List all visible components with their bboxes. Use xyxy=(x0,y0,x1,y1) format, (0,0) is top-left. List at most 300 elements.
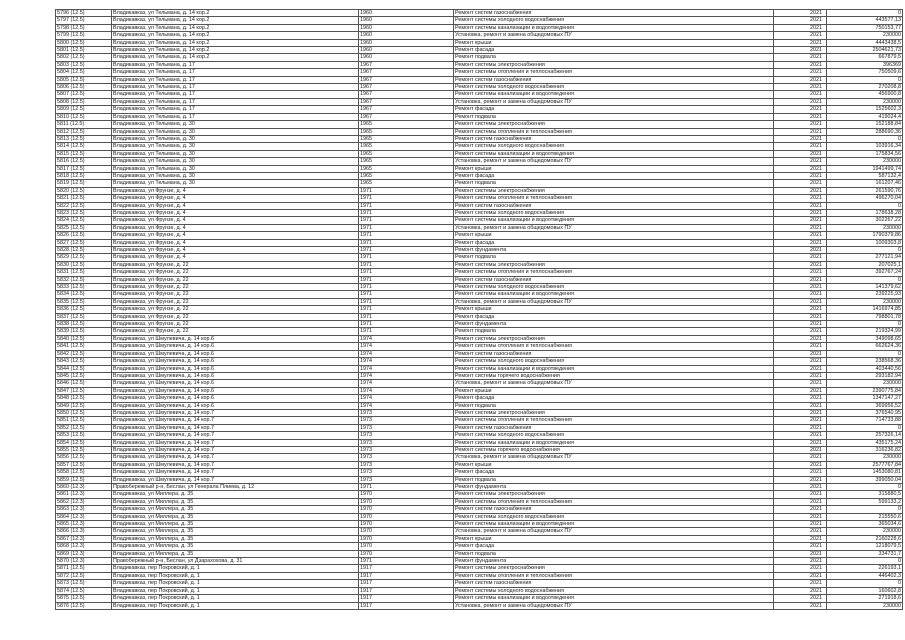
year-built-cell: 1965 xyxy=(359,135,454,142)
work-type-cell: Ремонт фасада xyxy=(454,106,774,113)
plan-year-cell: 2021 xyxy=(774,491,827,498)
table-row xyxy=(56,350,903,357)
address-cell: Владикавказ, ул Шмулевича, д. 14 кор.7 xyxy=(112,424,359,431)
row-id-cell: 5856 (12.5) xyxy=(56,454,112,461)
address-cell: Владикавказ, ул Тельмана, д. 14 кор.2 xyxy=(112,32,359,39)
row-id-cell: 5854 (12.5) xyxy=(56,439,112,446)
table-row xyxy=(56,506,903,513)
address-cell: Владикавказ, ул Шмулевича, д. 14 кор.6 xyxy=(112,358,359,365)
row-id-cell: 5799 (12.5) xyxy=(56,32,112,39)
table-row xyxy=(56,343,903,350)
row-id-cell: 5858 (12.5) xyxy=(56,469,112,476)
plan-year-cell: 2021 xyxy=(774,217,827,224)
plan-year-cell: 2021 xyxy=(774,61,827,68)
row-id-cell: 5866 (12.3) xyxy=(56,528,112,535)
work-type-cell: Ремонт системы холодного водоснабжения xyxy=(454,209,774,216)
table-row xyxy=(56,10,903,17)
table-row xyxy=(56,439,903,446)
year-built-cell: 1967 xyxy=(359,106,454,113)
work-type-cell: Ремонт системы канализации и водоотведения xyxy=(454,150,774,157)
row-id-cell: 5826 (12.5) xyxy=(56,232,112,239)
plan-year-cell: 2021 xyxy=(774,39,827,46)
row-id-cell: 5807 (12.5) xyxy=(56,91,112,98)
work-type-cell: Ремонт подвала xyxy=(454,402,774,409)
work-type-cell: Ремонт фасада xyxy=(454,313,774,320)
row-id-cell: 5805 (12.5) xyxy=(56,76,112,83)
cost-cell: 0 xyxy=(827,350,903,357)
address-cell: Владикавказ, ул Шмулевича, д. 14 кор.6 xyxy=(112,343,359,350)
plan-year-cell: 2021 xyxy=(774,84,827,91)
year-built-cell: 1974 xyxy=(359,372,454,379)
row-id-cell: 5842 (12.5) xyxy=(56,350,112,357)
plan-year-cell: 2021 xyxy=(774,91,827,98)
address-cell: Владикавказ, ул Шмулевича, д. 14 кор.7 xyxy=(112,417,359,424)
year-built-cell: 1965 xyxy=(359,172,454,179)
row-id-cell: 5849 (12.5) xyxy=(56,402,112,409)
row-id-cell: 5798 (12.5) xyxy=(56,24,112,31)
plan-year-cell: 2021 xyxy=(774,24,827,31)
address-cell: Владикавказ, ул Миллера, д. 35 xyxy=(112,498,359,505)
work-type-cell: Ремонт системы электроснабжения xyxy=(454,121,774,128)
year-built-cell: 1970 xyxy=(359,498,454,505)
address-cell: Владикавказ, ул Фрунзе, д. 4 xyxy=(112,195,359,202)
plan-year-cell: 2021 xyxy=(774,306,827,313)
work-type-cell: Ремонт системы холодного водоснабжения xyxy=(454,143,774,150)
plan-year-cell: 2021 xyxy=(774,224,827,231)
plan-year-cell: 2021 xyxy=(774,380,827,387)
cost-cell: 798801,78 xyxy=(827,313,903,320)
row-id-cell: 5845 (12.5) xyxy=(56,372,112,379)
address-cell: Владикавказ, пер Покровский, д. 1 xyxy=(112,595,359,602)
row-id-cell: 5809 (12.5) xyxy=(56,106,112,113)
table-row xyxy=(56,454,903,461)
table-row xyxy=(56,335,903,342)
cost-cell: 0 xyxy=(827,10,903,17)
table-row xyxy=(56,313,903,320)
cost-cell: 662624,36 xyxy=(827,343,903,350)
year-built-cell: 1970 xyxy=(359,550,454,557)
work-type-cell: Ремонт системы холодного водоснабжения xyxy=(454,84,774,91)
plan-year-cell: 2021 xyxy=(774,543,827,550)
table-row xyxy=(56,209,903,216)
table-row xyxy=(56,47,903,54)
cost-cell: 587132,4 xyxy=(827,172,903,179)
work-type-cell: Ремонт системы канализации и водоотведения xyxy=(454,365,774,372)
year-built-cell: 1967 xyxy=(359,113,454,120)
plan-year-cell: 2021 xyxy=(774,409,827,416)
year-built-cell: 1974 xyxy=(359,387,454,394)
row-id-cell: 5861 (12.3) xyxy=(56,491,112,498)
cost-cell: 443577,13 xyxy=(827,17,903,24)
table-row xyxy=(56,202,903,209)
cost-cell: 750509,6 xyxy=(827,69,903,76)
row-id-cell: 5846 (12.5) xyxy=(56,380,112,387)
plan-year-cell: 2021 xyxy=(774,402,827,409)
cost-cell: 238568,36 xyxy=(827,358,903,365)
table-row xyxy=(56,365,903,372)
cost-cell: 2577767,84 xyxy=(827,461,903,468)
work-type-cell: Ремонт систем газоснабжения xyxy=(454,506,774,513)
year-built-cell: 1971 xyxy=(359,321,454,328)
table-row xyxy=(56,358,903,365)
work-type-cell: Ремонт системы холодного водоснабжения xyxy=(454,17,774,24)
address-cell: Владикавказ, ул Шмулевича, д. 14 кор.6 xyxy=(112,365,359,372)
table-row xyxy=(56,595,903,602)
row-id-cell: 5803 (12.5) xyxy=(56,61,112,68)
address-cell: Владикавказ, ул Шмулевича, д. 14 кор.6 xyxy=(112,350,359,357)
table-row xyxy=(56,106,903,113)
cost-cell: 334731,7 xyxy=(827,550,903,557)
row-id-cell: 5819 (12.5) xyxy=(56,180,112,187)
table-row xyxy=(56,476,903,483)
row-id-cell: 5810 (12.5) xyxy=(56,113,112,120)
work-type-cell: Установка, ремонт и замена общедомовых ПУ xyxy=(454,98,774,105)
row-id-cell: 5872 (12.5) xyxy=(56,572,112,579)
row-id-cell: 5862 (12.3) xyxy=(56,498,112,505)
table-body xyxy=(56,10,903,610)
work-type-cell: Ремонт фасада xyxy=(454,395,774,402)
table-row xyxy=(56,121,903,128)
row-id-cell: 5839 (12.5) xyxy=(56,328,112,335)
year-built-cell: 1960 xyxy=(359,54,454,61)
plan-year-cell: 2021 xyxy=(774,150,827,157)
address-cell: Владикавказ, ул Шмулевича, д. 14 кор.7 xyxy=(112,469,359,476)
cost-cell: 230000 xyxy=(827,158,903,165)
address-cell: Владикавказ, ул Миллера, д. 35 xyxy=(112,506,359,513)
table-row xyxy=(56,461,903,468)
address-cell: Владикавказ, ул Тельмана, д. 14 кор.2 xyxy=(112,10,359,17)
row-id-cell: 5840 (12.5) xyxy=(56,335,112,342)
plan-year-cell: 2021 xyxy=(774,54,827,61)
year-built-cell: 1974 xyxy=(359,335,454,342)
work-type-cell: Ремонт крыши xyxy=(454,165,774,172)
row-id-cell: 5860 (12.3) xyxy=(56,484,112,491)
table-row xyxy=(56,395,903,402)
plan-year-cell: 2021 xyxy=(774,269,827,276)
row-id-cell: 5848 (12.5) xyxy=(56,395,112,402)
address-cell: Владикавказ, ул Тельмана, д. 30 xyxy=(112,172,359,179)
table-row xyxy=(56,321,903,328)
year-built-cell: 1973 xyxy=(359,417,454,424)
address-cell: Владикавказ, ул Тельмана, д. 30 xyxy=(112,150,359,157)
address-cell: Владикавказ, ул Тельмана, д. 17 xyxy=(112,91,359,98)
row-id-cell: 5811 (12.5) xyxy=(56,121,112,128)
year-built-cell: 1967 xyxy=(359,61,454,68)
plan-year-cell: 2021 xyxy=(774,135,827,142)
plan-year-cell: 2021 xyxy=(774,187,827,194)
row-id-cell: 5874 (12.5) xyxy=(56,587,112,594)
table-row xyxy=(56,484,903,491)
address-cell: Владикавказ, ул Тельмана, д. 17 xyxy=(112,106,359,113)
year-built-cell: 1971 xyxy=(359,195,454,202)
table-row xyxy=(56,446,903,453)
table-row xyxy=(56,543,903,550)
address-cell: Владикавказ, ул Тельмана, д. 17 xyxy=(112,61,359,68)
year-built-cell: 1917 xyxy=(359,595,454,602)
table-row xyxy=(56,521,903,528)
work-type-cell: Установка, ремонт и замена общедомовых ПУ xyxy=(454,454,774,461)
cost-cell: 315880,5 xyxy=(827,491,903,498)
plan-year-cell: 2021 xyxy=(774,298,827,305)
plan-year-cell: 2021 xyxy=(774,424,827,431)
year-built-cell: 1973 xyxy=(359,446,454,453)
row-id-cell: 5838 (12.5) xyxy=(56,321,112,328)
plan-year-cell: 2021 xyxy=(774,528,827,535)
work-type-cell: Ремонт системы канализации и водоотведения xyxy=(454,291,774,298)
address-cell: Владикавказ, ул Тельмана, д. 30 xyxy=(112,165,359,172)
cost-cell: 0 xyxy=(827,202,903,209)
work-type-cell: Ремонт крыши xyxy=(454,39,774,46)
table-row xyxy=(56,558,903,565)
table-row xyxy=(56,17,903,24)
year-built-cell: 1965 xyxy=(359,165,454,172)
year-built-cell: 1973 xyxy=(359,454,454,461)
cost-cell: 288690,36 xyxy=(827,128,903,135)
row-id-cell: 5802 (12.5) xyxy=(56,54,112,61)
table-row xyxy=(56,580,903,587)
year-built-cell: 1970 xyxy=(359,506,454,513)
year-built-cell: 1971 xyxy=(359,298,454,305)
plan-year-cell: 2021 xyxy=(774,313,827,320)
address-cell: Владикавказ, ул Шмулевича, д. 14 кор.6 xyxy=(112,387,359,394)
row-id-cell: 5801 (12.5) xyxy=(56,47,112,54)
row-id-cell: 5855 (12.5) xyxy=(56,446,112,453)
address-cell: Владикавказ, ул Шмулевича, д. 14 кор.6 xyxy=(112,335,359,342)
address-cell: Владикавказ, ул Тельмана, д. 30 xyxy=(112,180,359,187)
address-cell: Владикавказ, ул Фрунзе, д. 22 xyxy=(112,313,359,320)
plan-year-cell: 2021 xyxy=(774,461,827,468)
work-type-cell: Ремонт систем газоснабжения xyxy=(454,350,774,357)
plan-year-cell: 2021 xyxy=(774,158,827,165)
plan-year-cell: 2021 xyxy=(774,17,827,24)
address-cell: Владикавказ, ул Фрунзе, д. 4 xyxy=(112,254,359,261)
cost-cell: 0 xyxy=(827,135,903,142)
year-built-cell: 1960 xyxy=(359,32,454,39)
row-id-cell: 5876 (12.5) xyxy=(56,602,112,609)
table-row xyxy=(56,32,903,39)
year-built-cell: 1917 xyxy=(359,572,454,579)
cost-cell: 750153,77 xyxy=(827,24,903,31)
work-type-cell: Ремонт подвала xyxy=(454,328,774,335)
address-cell: Владикавказ, ул Тельмана, д. 17 xyxy=(112,98,359,105)
address-cell: Владикавказ, пер Покровский, д. 1 xyxy=(112,587,359,594)
table-row xyxy=(56,135,903,142)
row-id-cell: 5806 (12.5) xyxy=(56,84,112,91)
table-row xyxy=(56,54,903,61)
table-row xyxy=(56,491,903,498)
cost-cell: 0 xyxy=(827,506,903,513)
table-row xyxy=(56,380,903,387)
work-type-cell: Ремонт системы отопления и теплоснабжения xyxy=(454,417,774,424)
work-type-cell: Ремонт системы канализации и водоотведения xyxy=(454,24,774,31)
table-row xyxy=(56,172,903,179)
address-cell: Правобережный р-н, Беслан, ул Генерала Плиева, д. 12 xyxy=(112,484,359,491)
cost-cell: 399050,04 xyxy=(827,476,903,483)
plan-year-cell: 2021 xyxy=(774,365,827,372)
cost-cell: 175834,56 xyxy=(827,150,903,157)
plan-year-cell: 2021 xyxy=(774,350,827,357)
work-type-cell: Ремонт подвала xyxy=(454,550,774,557)
cost-cell: 435175,24 xyxy=(827,439,903,446)
work-type-cell: Ремонт систем газоснабжения xyxy=(454,76,774,83)
address-cell: Владикавказ, ул Тельмана, д. 17 xyxy=(112,69,359,76)
work-type-cell: Ремонт подвала xyxy=(454,476,774,483)
document-page xyxy=(55,9,902,610)
row-id-cell: 5865 (12.3) xyxy=(56,521,112,528)
plan-year-cell: 2021 xyxy=(774,209,827,216)
year-built-cell: 1970 xyxy=(359,513,454,520)
plan-year-cell: 2021 xyxy=(774,232,827,239)
row-id-cell: 5836 (12.5) xyxy=(56,306,112,313)
work-type-cell: Ремонт системы горячего водоснабжения xyxy=(454,446,774,453)
address-cell: Владикавказ, ул Тельмана, д. 17 xyxy=(112,76,359,83)
year-built-cell: 1974 xyxy=(359,358,454,365)
work-type-cell: Ремонт системы отопления и теплоснабжения xyxy=(454,498,774,505)
year-built-cell: 1960 xyxy=(359,39,454,46)
row-id-cell: 5847 (12.5) xyxy=(56,387,112,394)
address-cell: Владикавказ, ул Шмулевича, д. 14 кор.6 xyxy=(112,380,359,387)
plan-year-cell: 2021 xyxy=(774,261,827,268)
work-type-cell: Ремонт системы электроснабжения xyxy=(454,565,774,572)
cost-cell: 0 xyxy=(827,580,903,587)
row-id-cell: 5831 (12.5) xyxy=(56,269,112,276)
plan-year-cell: 2021 xyxy=(774,98,827,105)
plan-year-cell: 2021 xyxy=(774,335,827,342)
work-type-cell: Ремонт систем газоснабжения xyxy=(454,10,774,17)
table-row xyxy=(56,372,903,379)
address-cell: Владикавказ, ул Фрунзе, д. 4 xyxy=(112,202,359,209)
plan-year-cell: 2021 xyxy=(774,10,827,17)
plan-year-cell: 2021 xyxy=(774,247,827,254)
plan-year-cell: 2021 xyxy=(774,506,827,513)
year-built-cell: 1971 xyxy=(359,306,454,313)
table-row xyxy=(56,224,903,231)
cost-cell: 0 xyxy=(827,558,903,565)
plan-year-cell: 2021 xyxy=(774,76,827,83)
cost-cell: 1941499,74 xyxy=(827,165,903,172)
table-row xyxy=(56,69,903,76)
work-type-cell: Ремонт системы отопления и теплоснабжения xyxy=(454,69,774,76)
work-type-cell: Ремонт системы отопления и теплоснабжения xyxy=(454,572,774,579)
cost-cell: 1347147,27 xyxy=(827,395,903,402)
row-id-cell: 5844 (12.5) xyxy=(56,365,112,372)
row-id-cell: 5863 (12.3) xyxy=(56,506,112,513)
table-row xyxy=(56,469,903,476)
address-cell: Владикавказ, ул Фрунзе, д. 4 xyxy=(112,247,359,254)
row-id-cell: 5825 (12.5) xyxy=(56,224,112,231)
year-built-cell: 1971 xyxy=(359,269,454,276)
plan-year-cell: 2021 xyxy=(774,106,827,113)
work-type-cell: Ремонт фундамента xyxy=(454,247,774,254)
plan-year-cell: 2021 xyxy=(774,343,827,350)
cost-cell: 2504621,73 xyxy=(827,47,903,54)
plan-year-cell: 2021 xyxy=(774,321,827,328)
work-type-cell: Ремонт фасада xyxy=(454,172,774,179)
year-built-cell: 1973 xyxy=(359,461,454,468)
cost-cell: 257326,14 xyxy=(827,432,903,439)
table-row xyxy=(56,387,903,394)
table-row xyxy=(56,158,903,165)
work-type-cell: Ремонт системы холодного водоснабжения xyxy=(454,513,774,520)
address-cell: Владикавказ, ул Фрунзе, д. 22 xyxy=(112,321,359,328)
address-cell: Владикавказ, ул Шмулевича, д. 14 кор.7 xyxy=(112,476,359,483)
cost-cell: 230000 xyxy=(827,602,903,609)
row-id-cell: 5796 (12.5) xyxy=(56,10,112,17)
cost-cell: 396369 xyxy=(827,61,903,68)
table-row xyxy=(56,513,903,520)
table-row xyxy=(56,150,903,157)
row-id-cell: 5853 (12.5) xyxy=(56,432,112,439)
cost-cell: 667879,5 xyxy=(827,54,903,61)
year-built-cell: 1967 xyxy=(359,84,454,91)
table-row xyxy=(56,306,903,313)
row-id-cell: 5851 (12.5) xyxy=(56,417,112,424)
year-built-cell: 1970 xyxy=(359,521,454,528)
year-built-cell: 1971 xyxy=(359,224,454,231)
work-type-cell: Ремонт фундамента xyxy=(454,484,774,491)
row-id-cell: 5841 (12.5) xyxy=(56,343,112,350)
work-type-cell: Ремонт фасада xyxy=(454,239,774,246)
plan-year-cell: 2021 xyxy=(774,143,827,150)
row-id-cell: 5869 (12.3) xyxy=(56,550,112,557)
cost-cell: 4443438,5 xyxy=(827,39,903,46)
row-id-cell: 5808 (12.5) xyxy=(56,98,112,105)
table-row xyxy=(56,587,903,594)
address-cell: Владикавказ, ул Миллера, д. 35 xyxy=(112,513,359,520)
table-row xyxy=(56,284,903,291)
address-cell: Владикавказ, ул Шмулевича, д. 14 кор.6 xyxy=(112,395,359,402)
table-row xyxy=(56,84,903,91)
plan-year-cell: 2021 xyxy=(774,47,827,54)
address-cell: Владикавказ, ул Тельмана, д. 30 xyxy=(112,128,359,135)
year-built-cell: 1960 xyxy=(359,10,454,17)
year-built-cell: 1973 xyxy=(359,424,454,431)
cost-cell: 1416974,85 xyxy=(827,306,903,313)
plan-year-cell: 2021 xyxy=(774,328,827,335)
year-built-cell: 1971 xyxy=(359,558,454,565)
work-type-cell: Ремонт фасада xyxy=(454,543,774,550)
table-row xyxy=(56,298,903,305)
cost-cell: 0 xyxy=(827,247,903,254)
year-built-cell: 1973 xyxy=(359,439,454,446)
plan-year-cell: 2021 xyxy=(774,469,827,476)
row-id-cell: 5814 (12.5) xyxy=(56,143,112,150)
address-cell: Владикавказ, ул Тельмана, д. 30 xyxy=(112,121,359,128)
year-built-cell: 1971 xyxy=(359,247,454,254)
plan-year-cell: 2021 xyxy=(774,195,827,202)
table-row xyxy=(56,602,903,609)
row-id-cell: 5830 (12.5) xyxy=(56,261,112,268)
work-type-cell: Ремонт систем газоснабжения xyxy=(454,202,774,209)
table-row xyxy=(56,247,903,254)
cost-cell: 261590,76 xyxy=(827,187,903,194)
table-row xyxy=(56,254,903,261)
year-built-cell: 1971 xyxy=(359,313,454,320)
plan-year-cell: 2021 xyxy=(774,454,827,461)
table-row xyxy=(56,180,903,187)
table-row xyxy=(56,424,903,431)
row-id-cell: 5797 (12.5) xyxy=(56,17,112,24)
work-type-cell: Ремонт фасада xyxy=(454,469,774,476)
year-built-cell: 1971 xyxy=(359,291,454,298)
table-row xyxy=(56,409,903,416)
year-built-cell: 1974 xyxy=(359,402,454,409)
table-row xyxy=(56,565,903,572)
row-id-cell: 5837 (12.5) xyxy=(56,313,112,320)
address-cell: Владикавказ, ул Миллера, д. 35 xyxy=(112,491,359,498)
table-row xyxy=(56,535,903,542)
year-built-cell: 1970 xyxy=(359,535,454,542)
